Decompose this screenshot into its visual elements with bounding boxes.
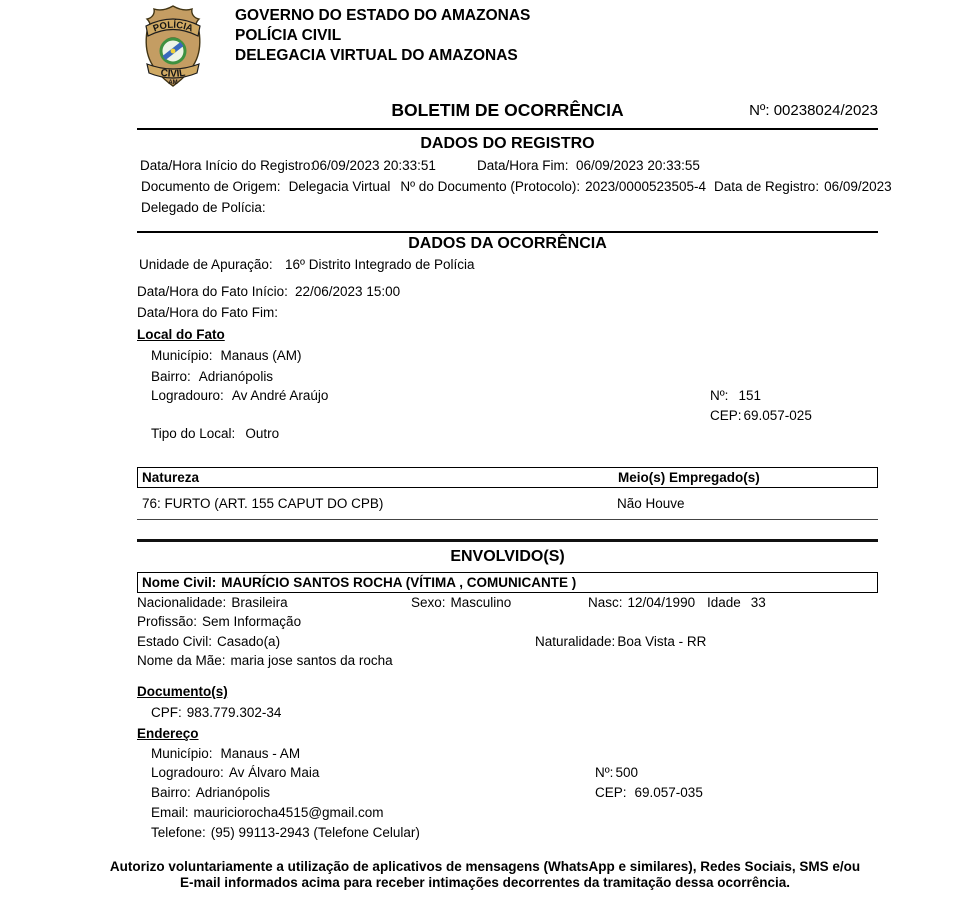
nacionalidade-label: Nacionalidade: — [137, 595, 227, 610]
cpf-value: 983.779.302-34 — [186, 705, 282, 720]
ocorrencia-row-unidade — [137, 256, 878, 273]
meios-col-header: Meio(s) Empregado(s) — [618, 470, 760, 485]
natureza-table-row — [137, 495, 878, 512]
registro-protocolo-label: Nº do Documento (Protocolo): — [400, 179, 581, 194]
local-bairro-label: Bairro: — [151, 369, 191, 384]
meios-cell: Não Houve — [617, 496, 685, 511]
endereco-numero-label: Nº: — [595, 765, 614, 780]
org-line-policia-civil: POLÍCIA CIVIL — [235, 27, 342, 44]
local-row-cep — [137, 407, 878, 424]
registro-fim-label: Data/Hora Fim: — [477, 158, 569, 173]
local-municipio-value: Manaus (AM) — [220, 348, 302, 363]
divider-ocorrencia — [137, 231, 878, 233]
idade-group — [707, 594, 766, 611]
registro-inicio-label: Data/Hora Início do Registro: — [140, 158, 315, 173]
naturalidade-group — [535, 633, 706, 650]
natureza-table-bottom-line — [137, 519, 878, 520]
badge-emblem-star — [171, 49, 176, 54]
registro-row-delegado — [137, 199, 878, 216]
nasc-group — [588, 594, 695, 611]
sexo-label: Sexo: — [411, 595, 446, 610]
nome-civil-label: Nome Civil: — [142, 575, 217, 590]
org-line-governo: GOVERNO DO ESTADO DO AMAZONAS — [235, 7, 531, 24]
email-value: mauriciorocha4515@gmail.com — [193, 805, 384, 820]
divider-header — [137, 128, 878, 130]
section-heading-ocorrencia: DADOS DA OCORRÊNCIA — [408, 235, 607, 252]
section-heading-envolvidos: ENVOLVIDO(S) — [450, 548, 565, 565]
endereco-row-telefone — [137, 824, 892, 841]
policia-civil-badge-icon — [137, 4, 209, 88]
local-row-logradouro — [137, 387, 878, 404]
divider-envolvidos — [137, 539, 878, 542]
nome-mae-label: Nome da Mãe: — [137, 653, 226, 668]
title-row — [137, 100, 878, 124]
naturalidade-value: Boa Vista - RR — [617, 634, 707, 649]
endereco-cep-label: CEP: — [595, 785, 627, 800]
envolvido-row-profissao — [137, 613, 878, 630]
telefone-label: Telefone: — [151, 825, 206, 840]
estado-civil-label: Estado Civil: — [137, 634, 213, 649]
local-logradouro-label: Logradouro: — [151, 388, 224, 403]
badge-state-abbrev: AM — [168, 80, 178, 86]
endereco-numero-group — [595, 764, 638, 781]
badge-arc-top-text: POLÍCIA — [151, 19, 195, 35]
section-heading-registro: DADOS DO REGISTRO — [420, 135, 595, 152]
tipo-local-value: Outro — [245, 426, 280, 441]
documentos-row-cpf — [137, 704, 892, 721]
email-label: Email: — [151, 805, 189, 820]
envolvido-row-estado-civil — [137, 633, 878, 650]
sexo-group — [411, 594, 511, 611]
badge-arc-bottom-text: CIVIL — [159, 67, 187, 80]
nasc-label: Nasc: — [588, 595, 623, 610]
local-cep-label: CEP: — [710, 408, 742, 423]
report-number-value: 00238024/2023 — [773, 102, 878, 119]
registro-origem-value: Delegacia Virtual — [288, 179, 391, 194]
fato-inicio-value: 22/06/2023 15:00 — [295, 284, 401, 299]
endereco-heading: Endereço — [137, 726, 199, 741]
idade-label: Idade — [707, 595, 741, 610]
natureza-cell: 76: FURTO (ART. 155 CAPUT DO CPB) — [142, 496, 384, 511]
registro-origem-label: Documento de Origem: — [141, 179, 281, 194]
nome-civil-box — [137, 572, 878, 593]
org-header — [235, 6, 530, 66]
naturalidade-label: Naturalidade: — [535, 634, 616, 649]
footer-line-2: E-mail informados acima para receber intimações decorrentes da tramitação dessa ocorrência. — [179, 875, 790, 890]
local-row-municipio — [137, 347, 892, 364]
fato-inicio-label: Data/Hora do Fato Início: — [137, 284, 288, 299]
authorization-footer — [0, 859, 970, 891]
registro-fim-value: 06/09/2023 20:33:55 — [576, 158, 700, 173]
local-fato-heading-row — [137, 326, 878, 343]
endereco-heading-row — [137, 725, 878, 742]
natureza-table-header — [137, 467, 878, 488]
cpf-label: CPF: — [151, 705, 182, 720]
unidade-apuracao-value: 16º Distrito Integrado de Polícia — [285, 257, 475, 272]
local-numero-value: 151 — [738, 388, 761, 403]
endereco-cep-value: 69.057-035 — [634, 785, 703, 800]
endereco-row-logradouro — [137, 764, 878, 781]
endereco-cep-group — [595, 784, 703, 801]
endereco-bairro-label: Bairro: — [151, 785, 191, 800]
endereco-logradouro-value: Av Álvaro Maia — [228, 765, 320, 780]
endereco-numero-value: 500 — [615, 765, 638, 780]
endereco-row-bairro — [137, 784, 878, 801]
fato-fim-label: Data/Hora do Fato Fim: — [137, 305, 279, 320]
documentos-heading: Documento(s) — [137, 684, 228, 699]
nasc-value: 12/04/1990 — [627, 595, 696, 610]
ocorrencia-row-fato-inicio — [137, 283, 878, 300]
nome-mae-value: maria jose santos da rocha — [230, 653, 393, 668]
registro-data-label: Data de Registro: — [714, 179, 820, 194]
local-logradouro-value: Av André Araújo — [231, 388, 329, 403]
registro-data-value: 06/09/2023 — [824, 179, 892, 194]
profissao-value: Sem Informação — [202, 614, 302, 629]
registro-row-origem — [137, 178, 892, 195]
report-number — [749, 102, 878, 119]
local-numero-group — [710, 387, 761, 404]
endereco-logradouro-label: Logradouro: — [151, 765, 224, 780]
local-fato-heading: Local do Fato — [137, 327, 225, 342]
envolvido-row-mae — [137, 652, 878, 669]
endereco-municipio-label: Município: — [151, 746, 213, 761]
local-row-bairro — [137, 368, 892, 385]
local-cep-value: 69.057-025 — [743, 408, 812, 423]
endereco-municipio-value: Manaus - AM — [220, 746, 301, 761]
telefone-value: (95) 99113-2943 (Telefone Celular) — [210, 825, 420, 840]
unidade-apuracao-label: Unidade de Apuração: — [139, 257, 273, 272]
footer-line-1: Autorizo voluntariamente a utilização de aplicativos de mensagens (WhatsApp e similares), Redes Sociais, SMS e/ou — [109, 859, 861, 874]
local-municipio-label: Município: — [151, 348, 213, 363]
registro-delegado-label: Delegado de Polícia: — [141, 200, 266, 215]
local-row-tipo — [137, 425, 892, 442]
documentos-heading-row — [137, 683, 878, 700]
profissao-label: Profissão: — [137, 614, 198, 629]
ocorrencia-row-fato-fim — [137, 304, 878, 321]
endereco-row-municipio — [137, 745, 892, 762]
local-numero-label: Nº: — [710, 388, 729, 403]
registro-protocolo-value: 2023/0000523505-4 — [585, 179, 707, 194]
registro-row-datas — [137, 157, 878, 174]
local-bairro-value: Adrianópolis — [198, 369, 274, 384]
estado-civil-value: Casado(a) — [217, 634, 281, 649]
local-cep-group — [710, 407, 812, 424]
org-line-delegacia-virtual: DELEGACIA VIRTUAL DO AMAZONAS — [235, 47, 518, 64]
registro-inicio-value: 06/09/2023 20:33:51 — [312, 158, 436, 173]
idade-value: 33 — [750, 595, 766, 610]
sexo-value: Masculino — [450, 595, 512, 610]
endereco-row-email — [137, 804, 892, 821]
tipo-local-label: Tipo do Local: — [151, 426, 236, 441]
endereco-bairro-value: Adrianópolis — [195, 785, 271, 800]
envolvido-row-1 — [137, 594, 878, 611]
svg-text:CIVIL — [160, 68, 186, 80]
nacionalidade-value: Brasileira — [231, 595, 288, 610]
nome-civil-value: MAURÍCIO SANTOS ROCHA (VÍTIMA , COMUNICANTE ) — [221, 575, 577, 590]
natureza-col-header: Natureza — [142, 470, 200, 485]
report-number-label: Nº: — [749, 102, 770, 119]
document-title: BOLETIM DE OCORRÊNCIA — [391, 100, 624, 120]
